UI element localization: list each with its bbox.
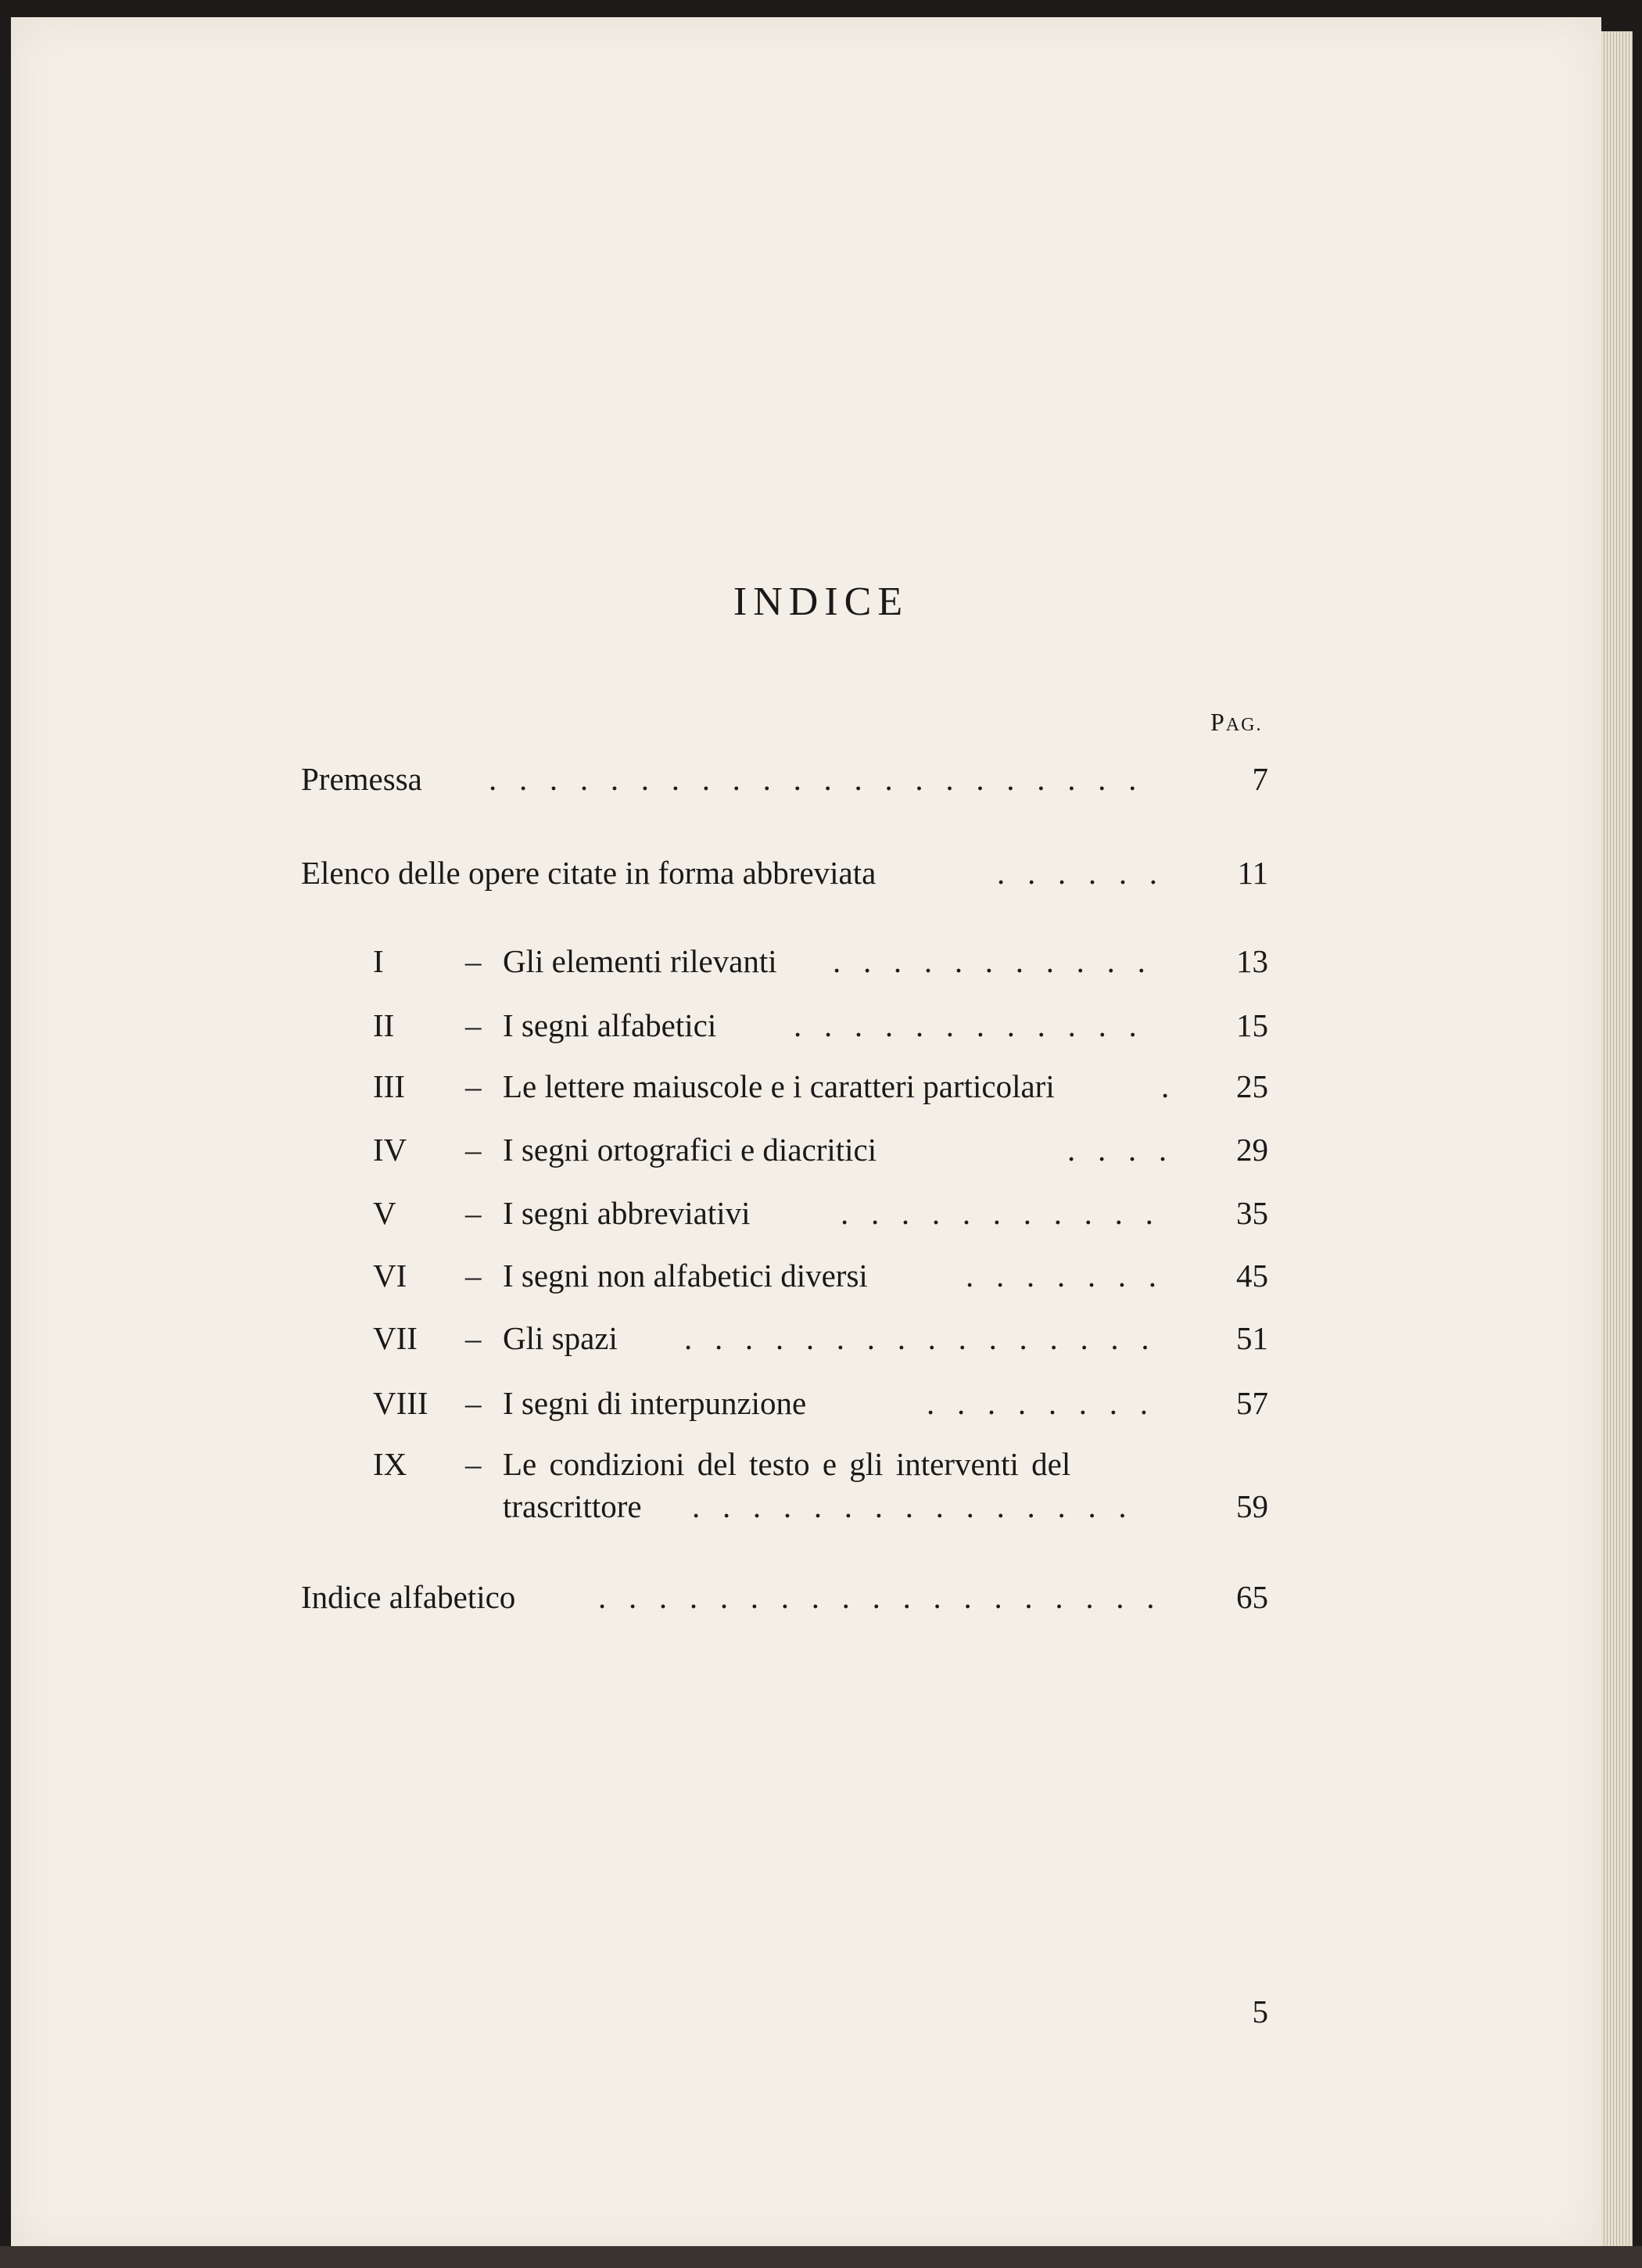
toc-entry-chapter-7 — [301, 1318, 1268, 1358]
toc-entry-page: 29 — [1236, 1132, 1268, 1168]
dot-leader: . — [1161, 1068, 1170, 1104]
separator-dash: – — [465, 1068, 482, 1104]
dot-leader: . . . . . . . . . . . . . . . . . . . — [598, 1579, 1155, 1615]
chapter-numeral: IX — [373, 1446, 407, 1482]
dot-leader: . . . . . . . . . . . . . . . . — [684, 1320, 1149, 1356]
chapter-numeral: IV — [373, 1132, 407, 1168]
dot-leader: . . . . . . . . — [927, 1385, 1148, 1421]
toc-entry-indice-alfabetico — [301, 1577, 1268, 1617]
toc-entry-page: 7 — [1252, 761, 1268, 797]
toc-entry-page: 65 — [1236, 1579, 1268, 1615]
toc-entry-title: Indice alfabetico — [301, 1579, 516, 1615]
separator-dash: – — [465, 1320, 482, 1356]
toc-entry-page: 25 — [1236, 1068, 1268, 1104]
page-label-rest: AG. — [1225, 715, 1263, 735]
toc-entry-page: 13 — [1236, 943, 1268, 979]
toc-entry-premessa — [301, 759, 1268, 799]
page-number: 5 — [1252, 1993, 1268, 2029]
toc-entry-chapter-4 — [301, 1129, 1268, 1170]
page-heading: INDICE — [733, 580, 909, 624]
scan-bottom-edge — [0, 2246, 1642, 2268]
toc-entry-title: Le lettere maiuscole e i caratteri particolari — [503, 1068, 1055, 1104]
chapter-numeral: II — [373, 1007, 395, 1043]
dot-leader: . . . . . . . — [966, 1258, 1156, 1294]
toc-entry-chapter-3 — [301, 1066, 1268, 1107]
toc-entry-chapter-1 — [301, 941, 1268, 981]
toc-entry-title: I segni di interpunzione — [503, 1385, 807, 1421]
toc-entry-title: I segni abbreviativi — [503, 1195, 751, 1231]
chapter-numeral: VIII — [373, 1385, 428, 1421]
toc-entry-page: 51 — [1236, 1320, 1268, 1356]
toc-entry-page: 35 — [1236, 1195, 1268, 1231]
toc-entry-page: 57 — [1236, 1385, 1268, 1421]
dot-leader: . . . . . . . . . . . . — [794, 1007, 1137, 1043]
dot-leader: . . . . . . . . . . . . . . . . . . . . . . — [489, 761, 1137, 797]
toc-entry-title: Gli elementi rilevanti — [503, 943, 777, 979]
toc-entry-page: 15 — [1236, 1007, 1268, 1043]
toc-entry-title: Elenco delle opere citate in forma abbreviata — [301, 855, 877, 891]
page-label-initial: P — [1210, 708, 1226, 736]
dot-leader: . . . . . . . . . . . — [841, 1195, 1153, 1231]
book-page-edges — [1601, 31, 1633, 2252]
toc-entry-title: Premessa — [301, 761, 422, 797]
separator-dash: – — [465, 1132, 482, 1168]
chapter-numeral: VI — [373, 1258, 407, 1294]
dot-leader: . . . . . . . . . . . — [833, 943, 1145, 979]
separator-dash: – — [465, 1446, 482, 1482]
toc-entry-chapter-6 — [301, 1255, 1268, 1296]
toc-entry-title: Gli spazi — [503, 1320, 618, 1356]
toc-entry-page: 45 — [1236, 1258, 1268, 1294]
dot-leader: . . . . . . . . . . . . . . . — [692, 1488, 1127, 1524]
toc-entry-title: I segni non alfabetici diversi — [503, 1258, 868, 1294]
dot-leader: . . . . — [1067, 1132, 1167, 1168]
toc-entry-chapter-5 — [301, 1193, 1268, 1233]
toc-entry-title-continued: trascrittore — [503, 1488, 642, 1524]
chapter-numeral: V — [373, 1195, 396, 1231]
toc-entry-chapter-8 — [301, 1383, 1268, 1423]
toc-entry-title: I segni alfabetici — [503, 1007, 717, 1043]
separator-dash: – — [465, 1195, 482, 1231]
toc-entry-chapter-2 — [301, 1005, 1268, 1046]
chapter-numeral: VII — [373, 1320, 418, 1356]
toc-entry-chapter-9 — [301, 1444, 1268, 1484]
chapter-numeral: I — [373, 943, 384, 979]
separator-dash: – — [465, 1258, 482, 1294]
separator-dash: – — [465, 1385, 482, 1421]
chapter-numeral: III — [373, 1068, 405, 1104]
page-column-label — [1210, 710, 1262, 737]
toc-entry-chapter-9-continued — [301, 1486, 1268, 1527]
toc-entry-page: 59 — [1236, 1488, 1268, 1524]
toc-entry-title: I segni ortografici e diacritici — [503, 1132, 877, 1168]
separator-dash: – — [465, 943, 482, 979]
toc-entry-page: 11 — [1237, 855, 1268, 891]
dot-leader: . . . . . . — [997, 855, 1158, 891]
toc-entry-title: Le condizioni del testo e gli interventi del — [503, 1446, 1071, 1482]
toc-entry-elenco — [301, 852, 1268, 893]
separator-dash: – — [465, 1007, 482, 1043]
